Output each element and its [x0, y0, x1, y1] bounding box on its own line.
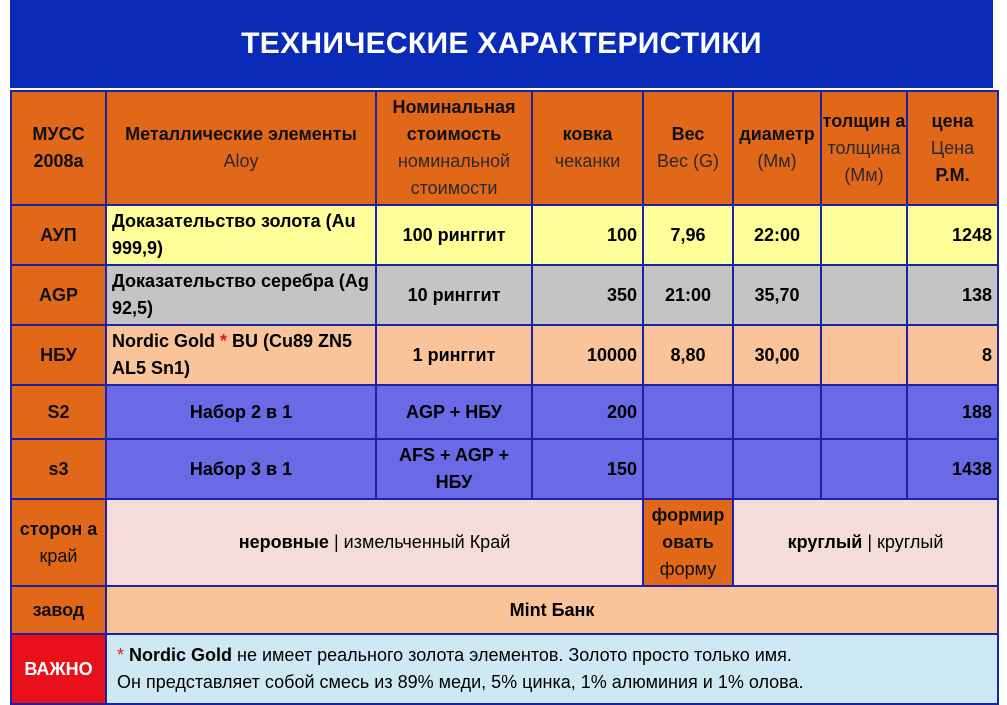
- row-price: 1248: [907, 205, 998, 265]
- row-price: 1438: [907, 439, 998, 499]
- header-weight: [643, 91, 733, 205]
- page-title-text: ТЕХНИЧЕСКИЕ ХАРАКТЕРИСТИКИ: [241, 27, 762, 60]
- edge-label-sub: край: [39, 545, 78, 566]
- row-thickness: [821, 439, 907, 499]
- factory-row: [11, 586, 998, 634]
- header-muss-text: МУСС 2008а: [32, 124, 85, 171]
- row-weight: 21:00: [643, 265, 733, 325]
- note-line-2: Он представляет собой смесь из 89% меди, 5% цинка, 1% алюминия и 1% олова.: [117, 672, 804, 692]
- table-row: [11, 439, 998, 499]
- header-mintage: [532, 91, 643, 205]
- note-text: [106, 634, 998, 704]
- note-row: [11, 634, 998, 704]
- edge-label-text: сторон а: [19, 518, 98, 539]
- note-line-1: [117, 642, 992, 669]
- header-thickness: [821, 91, 907, 205]
- row-mintage: 100: [532, 205, 643, 265]
- row-diameter: 22:00: [733, 205, 821, 265]
- shape-value-sub: круглый: [877, 532, 944, 552]
- nordic-gold-label: Nordic Gold: [112, 331, 215, 351]
- header-mintage-label: ковка: [562, 124, 613, 144]
- row-thickness: [821, 265, 907, 325]
- row-diameter: [733, 385, 821, 439]
- row-element: Доказательство серебра (Ag 92,5): [106, 265, 376, 325]
- row-element: [106, 325, 376, 385]
- row-nominal: 1 ринггит: [376, 325, 532, 385]
- row-code: НБУ: [11, 325, 106, 385]
- row-code: АУП: [11, 205, 106, 265]
- row-element: Набор 3 в 1: [106, 439, 376, 499]
- row-thickness: [821, 385, 907, 439]
- row-mintage: 350: [532, 265, 643, 325]
- shape-value: [733, 499, 998, 586]
- header-diameter-sub: (Мм): [757, 151, 797, 171]
- header-nominal-label: Номинальная стоимость: [392, 97, 516, 144]
- table-row: [11, 265, 998, 325]
- table-row: [11, 205, 998, 265]
- spec-table: [10, 90, 999, 705]
- edge-value-sub: измельченный Край: [343, 532, 511, 552]
- row-element: Набор 2 в 1: [106, 385, 376, 439]
- row-weight: [643, 385, 733, 439]
- header-price-label: цена: [931, 110, 974, 131]
- table-row: [11, 385, 998, 439]
- asterisk-mark: *: [220, 331, 228, 351]
- header-weight-label: Вес: [671, 124, 705, 144]
- row-thickness: [821, 325, 907, 385]
- important-label: ВАЖНО: [11, 634, 106, 704]
- header-mintage-sub: чеканки: [554, 151, 621, 171]
- edge-value-bold: неровные: [238, 532, 329, 552]
- header-weight-sub: Вес (G): [656, 151, 719, 171]
- note-line-1-text: не имеет реального золота элементов. Золото просто только имя.: [237, 645, 792, 665]
- note-brand: Nordic Gold: [129, 645, 233, 665]
- header-price-sub: Цена: [930, 137, 975, 158]
- row-nominal: AFS + AGP + НБУ: [376, 439, 532, 499]
- row-diameter: 35,70: [733, 265, 821, 325]
- row-code: AGP: [11, 265, 106, 325]
- header-price-unit: Р.М.: [935, 164, 970, 185]
- row-price: 138: [907, 265, 998, 325]
- header-price: [907, 91, 998, 205]
- row-mintage: 200: [532, 385, 643, 439]
- row-element: Доказательство золота (Au 999,9): [106, 205, 376, 265]
- shape-value-bold: круглый: [787, 532, 863, 552]
- edge-value-sep: |: [333, 532, 339, 552]
- header-muss: [11, 91, 106, 205]
- factory-label: завод: [11, 586, 106, 634]
- header-diameter-label: диаметр: [739, 124, 815, 144]
- row-price: 188: [907, 385, 998, 439]
- row-code: S2: [11, 385, 106, 439]
- header-elements-sub: Aloy: [223, 151, 259, 171]
- header-thickness-label: толщин а: [822, 110, 906, 131]
- header-nominal: [376, 91, 532, 205]
- row-nominal: 10 ринггит: [376, 265, 532, 325]
- edge-label: [11, 499, 106, 586]
- row-nominal: AGP + НБУ: [376, 385, 532, 439]
- row-thickness: [821, 205, 907, 265]
- shape-label-text: формир овать: [651, 505, 725, 552]
- nordic-gold-composition: BU (Cu89 ZN5 AL5 Sn1): [112, 331, 353, 378]
- row-mintage: 10000: [532, 325, 643, 385]
- row-code: s3: [11, 439, 106, 499]
- shape-label-sub: форму: [659, 559, 717, 579]
- edge-row: [11, 499, 998, 586]
- header-diameter: [733, 91, 821, 205]
- page-title: [10, 0, 993, 88]
- row-nominal: 100 ринггит: [376, 205, 532, 265]
- table-row: [11, 325, 998, 385]
- header-nominal-sub: номинальной стоимости: [397, 151, 511, 198]
- row-diameter: [733, 439, 821, 499]
- row-weight: 8,80: [643, 325, 733, 385]
- header-row: [11, 91, 998, 205]
- row-price: 8: [907, 325, 998, 385]
- shape-value-sep: |: [867, 532, 873, 552]
- header-elements: [106, 91, 376, 205]
- row-weight: 7,96: [643, 205, 733, 265]
- shape-label: [643, 499, 733, 586]
- row-diameter: 30,00: [733, 325, 821, 385]
- factory-value: Mint Банк: [106, 586, 998, 634]
- note-asterisk: *: [117, 645, 125, 665]
- row-weight: [643, 439, 733, 499]
- row-mintage: 150: [532, 439, 643, 499]
- edge-value: [106, 499, 643, 586]
- header-thickness-sub: толщина (Мм): [827, 137, 901, 185]
- header-elements-label: Металлические элементы: [125, 124, 357, 144]
